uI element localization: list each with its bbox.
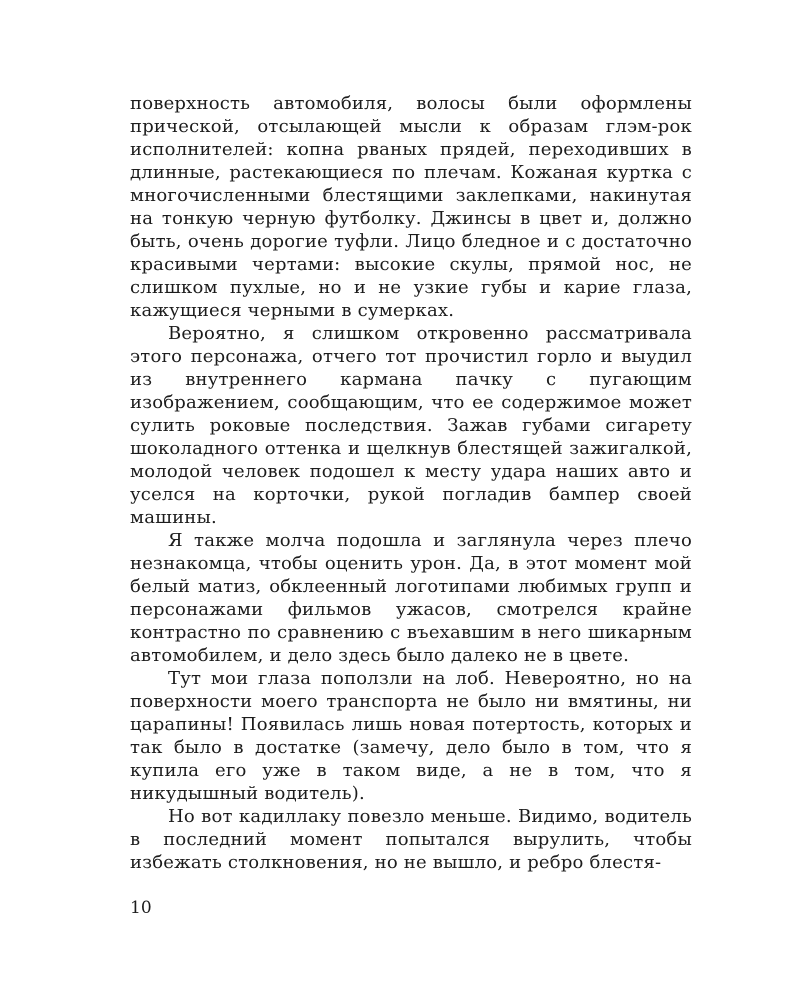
paragraph: Тут мои глаза поползли на лоб. Невероятно, но на поверхности моего транспорта не было ни вмятины, ни царапины! Появилась лишь новая потертость, которых и так было в достатке (замечу, дело было в том, что я купила его уже в таком виде, а не в том, что я никудышный водитель). — [130, 668, 692, 804]
paragraph: Я также молча подошла и заглянула через плечо незнакомца, чтобы оценить урон. Да, в этот момент мой белый матиз, обклеенный логотипами любимых групп и персонажами фильмов ужасов, смотрелся крайне контрастно по сравнению с въехавшим в него шикарным автомобилем, и дело здесь было далеко не в цвете. — [130, 530, 692, 666]
page-number: 10 — [130, 898, 152, 918]
paragraph: Вероятно, я слишком откровенно рассматривала этого персонажа, отчего тот прочистил горло и выудил из внутреннего кармана пачку с пугающим изображением, сообщающим, что ее содержимое может сулить роковые последствия. Зажав губами сигарету шоколадного оттенка и щелкнув блестящей зажигалкой, молодой человек подошел к месту удара наших авто и уселся на корточки, рукой погладив бампер своей машины. — [130, 323, 692, 528]
paragraph: поверхность автомобиля, волосы были оформлены прической, отсылающей мысли к образам глэм-рок исполнителей: копна рваных прядей, переходивших в длинные, растекающиеся по плечам. Кожаная куртка с многочисленными блестящими заклепками, накинутая на тонкую черную футболку. Джинсы в цвет и, должно быть, очень дорогие туфли. Лицо бледное и с достаточно красивыми чертами: высокие скулы, прямой нос, не слишком пухлые, но и не узкие губы и карие глаза, кажущиеся черными в сумерках. — [130, 93, 692, 321]
body-text — [130, 92, 692, 874]
paragraph: Но вот кадиллаку повезло меньше. Видимо, водитель в последний момент попытался вырулить, чтобы избежать столкновения, но не вышло, и ребро блестя- — [130, 806, 692, 873]
